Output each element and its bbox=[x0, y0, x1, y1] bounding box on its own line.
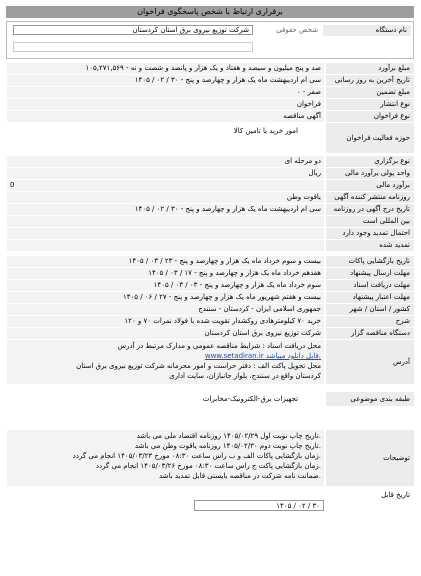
organizer-value: شرکت توزیع نیروی برق استان کردستان bbox=[7, 328, 324, 339]
address-line-2 bbox=[7, 351, 321, 361]
call-type-value: آگهی مناقصه bbox=[7, 111, 324, 122]
newspaper-value: یاقوت وطن bbox=[7, 192, 324, 203]
guarantee-amount-label: مبلغ تضمین bbox=[326, 87, 414, 98]
newspaper-date-label: تاریخ درج آگهی در روزنامه bbox=[326, 204, 414, 215]
contact-box bbox=[6, 21, 414, 59]
previous-date-value bbox=[194, 500, 324, 511]
submission-deadline-value: ۱۴۰۵ / ۰۳ / ۱۷ - هفدهم خرداد ماه یک هزار و چهارصد و پنج bbox=[7, 268, 324, 279]
address-label: آدرس bbox=[326, 340, 414, 384]
notes-label: توضیحات bbox=[326, 430, 414, 486]
last-update-label: تاریخ آخرین به روز رسانی bbox=[326, 75, 414, 86]
contact-extra-field[interactable] bbox=[13, 42, 253, 52]
category-value: تجهیزات برق-الکترونیک-مخابرات bbox=[101, 392, 301, 406]
organizer-label: دستگاه مناقصه گزار bbox=[326, 328, 414, 339]
description-label: شرح bbox=[326, 316, 414, 327]
offer-validity-label: مهلت اعتبار پیشنهاد bbox=[326, 292, 414, 303]
notes-line-1: تاریخ چاپ نوبت اول ۱۴۰۵/۰۲/۲۹ روزنامه اقتصاد ملی می باشد. bbox=[136, 432, 321, 440]
location-value: جمهوری اسلامی ایران - کردستان - سنندج bbox=[7, 304, 324, 315]
extended-label: تمدید شده bbox=[326, 240, 414, 251]
publish-type-value: فراخوان bbox=[7, 99, 324, 110]
address-line-3: محل تحویل پاکت الف : دفتر حراست و امور محرمانه شرکت توزیع نیروی برق استان bbox=[76, 362, 321, 370]
international-label: بین المللی است bbox=[326, 216, 414, 227]
activity-area-value: امور خرید یا تامین کالا bbox=[101, 123, 301, 153]
financial-estimate-value bbox=[7, 180, 324, 191]
org-name-field[interactable] bbox=[13, 25, 253, 35]
extension-possible-label: احتمال تمدید وجود دارد bbox=[326, 228, 414, 239]
opening-date-label: تاریخ بازگشایی پاکات bbox=[326, 256, 414, 267]
org-name-label: نام دستگاه bbox=[323, 25, 411, 36]
call-type-label: نوع فراخوان bbox=[326, 111, 414, 122]
notes-line-2: تاریخ چاپ نوبت دوم ۱۴۰۵/۰۲/۳۰ روزنامه یاقوت وطن می باشد. bbox=[134, 442, 321, 450]
legal-person-label: شخص حقوقی bbox=[251, 25, 321, 36]
currency-value: ریال bbox=[7, 168, 324, 179]
financial-estimate-label: برآورد مالی bbox=[326, 180, 414, 191]
extended-value bbox=[7, 240, 324, 251]
activity-area-label: حوزه فعالیت فراخوان bbox=[326, 123, 414, 153]
previous-date-text: ۱۴۰۵ / ۰۲ / ۳۰ bbox=[276, 502, 320, 510]
submission-deadline-label: مهلت ارسال پیشنهاد bbox=[326, 268, 414, 279]
newspaper-date-value: ۱۴۰۵ / ۰۲ / ۳۰ - سی ام اردیبهشت ماه یک هزار و چهارصد و پنج bbox=[7, 204, 324, 215]
holding-type-label: نوع برگزاری bbox=[326, 156, 414, 167]
category-label: طبقه بندی موضوعی bbox=[326, 392, 414, 406]
financial-estimate-number: 0 bbox=[10, 181, 15, 189]
description-value: خرید ۷۰ کیلومترهادی روکشدار تقویت شده با فولاد نمرات ۷۰ و ۱۲۰ bbox=[7, 316, 324, 327]
opening-date-value: ۱۴۰۵ / ۰۳ / ۲۳ - بیست و سوم خرداد ماه یک هزار و چهارصد و پنج bbox=[7, 256, 324, 267]
address-value bbox=[7, 340, 324, 384]
international-value bbox=[7, 216, 324, 227]
org-name-value: شرکت توزیع نیروی برق استان کردستان bbox=[132, 26, 249, 34]
holding-type-value: دو مرحله ای bbox=[7, 156, 324, 167]
publish-type-label: نوع انتشار bbox=[326, 99, 414, 110]
last-update-value: ۱۴۰۵ / ۰۲ / ۳۰ - سی ام اردیبهشت ماه یک هزار و چهارصد و پنج bbox=[7, 75, 324, 86]
notes-line-5: ضمانت نامه شرکت در مناقصه بایستی قابل تمدید باشد. bbox=[158, 472, 321, 480]
notes-value bbox=[7, 430, 324, 486]
location-label: کشور / استان / شهر bbox=[326, 304, 414, 315]
offer-validity-value: ۱۴۰۵ / ۰۶ / ۲۷ - بیست و هفتم شهریور ماه یک هزار و چهارصد و پنج bbox=[7, 292, 324, 303]
document-deadline-label: مهلت دریافت اسناد bbox=[326, 280, 414, 291]
address-line-4: کردستان واقع در سنندج، بلوار جانبازان، سایت اداری bbox=[169, 372, 321, 380]
notes-line-4: زمان بازگشایی پاکت ج راس ساعت ۰۸:۳۰ مورخ ۱۴۰۵/۰۳/۲۶ انجام می گردد. bbox=[95, 462, 321, 470]
document-deadline-value: ۱۴۰۵ / ۰۳ / ۰۳ - سوم خرداد ماه یک هزار و چهارصد و پنج bbox=[7, 280, 324, 291]
estimate-amount-value: ۱۰۵,۲۷۱,۵۶۹ - صد و پنج میلیون و سیصد و هفتاد و یک هزار و پانصد و شصت و نه bbox=[7, 63, 324, 74]
page-header: برقراری ارتباط با شخص پاسخگوی فراخوان bbox=[6, 6, 414, 18]
estimate-amount-label: مبلغ برآورد bbox=[326, 63, 414, 74]
guarantee-amount-value: ۰ - صفر bbox=[7, 87, 324, 98]
currency-label: واحد پولی برآورد مالی bbox=[326, 168, 414, 179]
notes-line-3: زمان بازگشایی پاکات الف و ب راس ساعت ۰۸:۳۰ مورخ ۱۴۰۵/۰۳/۲۳ انجام می گردد. bbox=[72, 452, 321, 460]
previous-date-label: تاریخ قابل bbox=[326, 490, 414, 501]
address-line-1: محل دریافت اسناد : شرایط مناقصه عمومی و مدارک مرتبط در آدرس bbox=[117, 342, 321, 350]
extension-possible-value bbox=[7, 228, 324, 239]
setadiran-link[interactable]: www.setadiran.ir قابل دانلود میباشد. bbox=[204, 352, 321, 360]
newspaper-label: روزنامه منتشر کننده آگهی bbox=[326, 192, 414, 203]
